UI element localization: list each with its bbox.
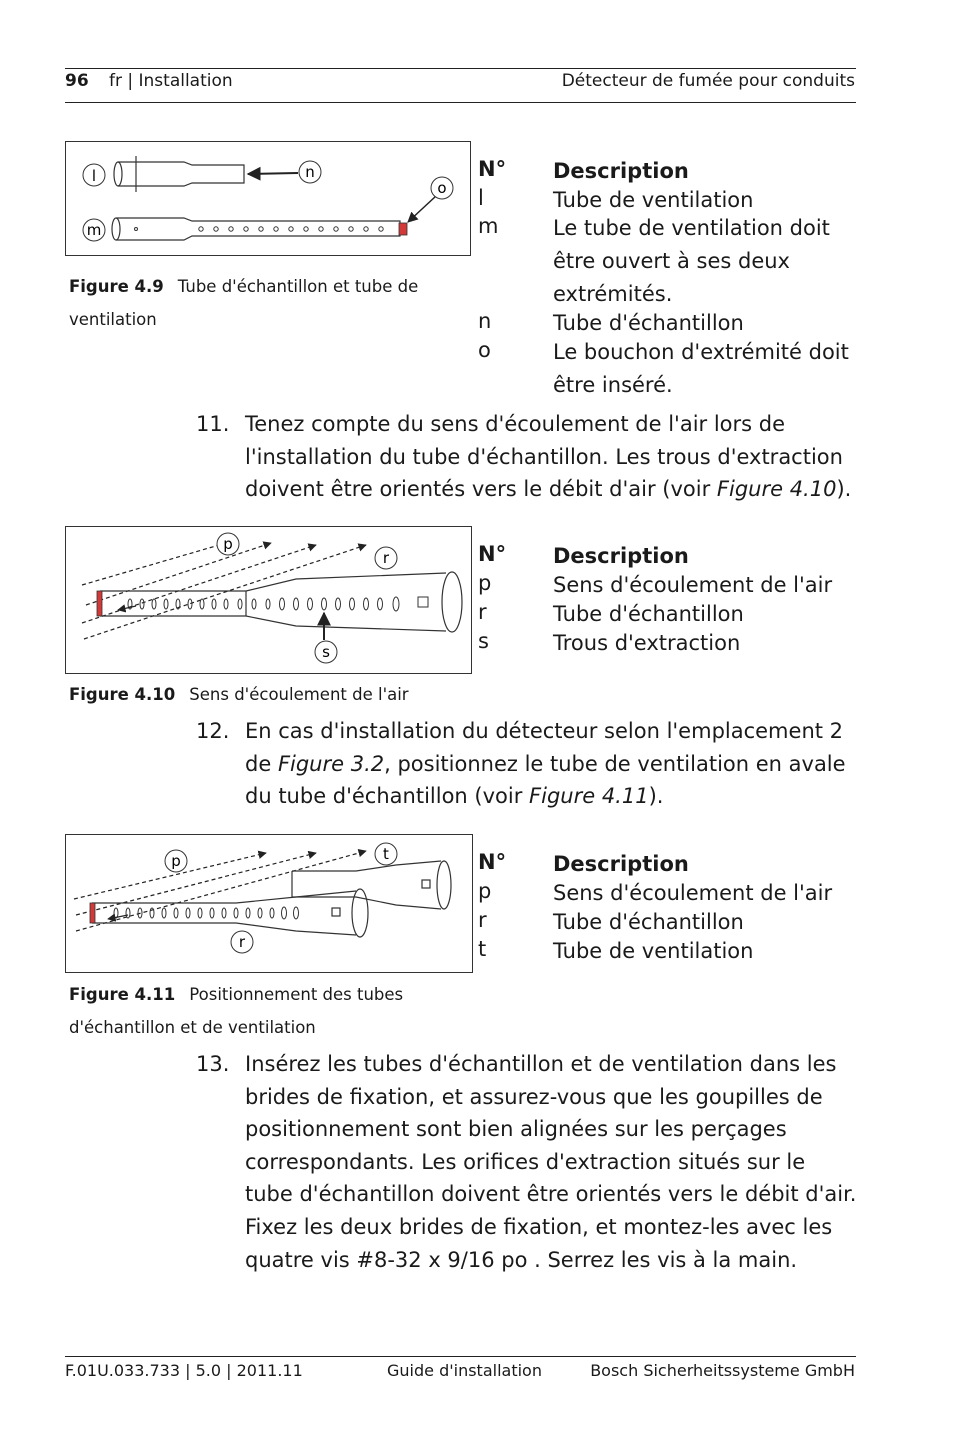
legend-desc: Sens d'écoulement de l'air: [553, 573, 833, 597]
step-text: Insérez les tubes d'échantillon et de ventilation dans les brides de fixation, et assurez-vous que les goupilles de positionnement sont bien alignées sur les perçages correspondants. Les orifices d'extraction situés sur le tube d'échantillon doivent être orientés vers le débit d'air. Fixez les deux brides de fixation, et montez-les avec les quatre vis #8-32 x 9/16 po . Serrez les vis à la main.: [245, 1052, 857, 1272]
legend-key: o: [478, 338, 491, 362]
legend-desc: Le tube de ventilation doit être ouvert à ses deux extrémités.: [553, 216, 830, 306]
figure-reference[interactable]: Figure 4.10: [716, 477, 837, 502]
figure-4-10-illustration: [65, 526, 472, 674]
legend-desc: Tube d'échantillon: [553, 910, 744, 934]
legend-key: r: [478, 600, 487, 624]
legend-key: p: [478, 879, 492, 903]
figure-4-9-illustration: [65, 141, 471, 256]
callout-r: r: [238, 933, 246, 951]
legend-key: m: [478, 214, 499, 238]
figure-reference[interactable]: Figure 4.11: [529, 784, 649, 809]
callout-t: t: [383, 845, 389, 863]
callout-n: n: [305, 163, 315, 181]
page-number: 96: [65, 71, 89, 91]
callout-p: p: [171, 852, 181, 870]
vent-tube-shape: [292, 861, 451, 909]
callout-m: m: [86, 221, 102, 239]
figure-4-11-illustration: [65, 834, 473, 973]
sample-tube-shape: [92, 889, 368, 937]
step-text: En cas d'installation du détecteur selon l'emplacement 2 de Figure 3.2, positionnez le tube de ventilation en avale du tube d'échantillon (voir Figure 4.11).: [245, 719, 846, 809]
footer-doc-type: Guide d'installation: [387, 1361, 542, 1380]
legend-key: r: [478, 908, 487, 932]
legend-desc: Le bouchon d'extrémité doit être inséré.: [553, 340, 849, 397]
caption-text: Positionnement des tubes d'échantillon et de ventilation: [69, 985, 404, 1037]
caption-label: Figure 4.11: [69, 985, 176, 1004]
caption-text: Sens d'écoulement de l'air: [189, 685, 409, 704]
caption-label: Figure 4.9: [69, 277, 164, 296]
callout-o: o: [437, 179, 447, 197]
header-section: fr | Installation: [109, 71, 233, 91]
caption-text: Tube d'échantillon et tube de ventilation: [69, 277, 419, 329]
legend-desc: Sens d'écoulement de l'air: [553, 881, 833, 905]
callout-p: p: [223, 535, 233, 553]
col-desc-header: Description: [553, 159, 689, 183]
sample-tube-shape: [100, 572, 462, 632]
legend-desc: Trous d'extraction: [553, 631, 741, 655]
header-bottom-rule: [65, 102, 856, 103]
legend-key: p: [478, 571, 492, 595]
end-cap-shape: [90, 903, 95, 923]
caption-label: Figure 4.10: [69, 685, 176, 704]
step-number: 12.: [196, 719, 230, 743]
footer-doc-number: F.01U.033.733 | 5.0 | 2011.11: [65, 1361, 303, 1380]
legend-key: s: [478, 629, 489, 653]
legend-desc: Tube d'échantillon: [553, 602, 744, 626]
callout-r: r: [382, 549, 390, 567]
step-number: 13.: [196, 1052, 230, 1076]
col-no-header: N°: [478, 850, 507, 874]
figure-4-10-caption: [69, 678, 469, 711]
end-cap-shape: [399, 223, 407, 235]
step-number: 11.: [196, 412, 230, 436]
legend-key: t: [478, 937, 487, 961]
legend-desc: Tube de ventilation: [553, 939, 754, 963]
figure-4-10-legend-table: [478, 542, 858, 660]
legend-key: n: [478, 309, 492, 333]
step-text: Tenez compte du sens d'écoulement de l'air lors de l'installation du tube d'échantillon. Les trous d'extraction doivent être orientés vers le débit d'air (voir Figure 4.10).: [245, 412, 852, 502]
extraction-holes: [114, 907, 299, 919]
figure-4-9-legend-table: [478, 157, 858, 402]
footer-company: Bosch Sicherheitssysteme GmbH: [590, 1361, 855, 1380]
legend-key: l: [478, 186, 484, 210]
col-desc-header: Description: [553, 852, 689, 876]
header-top-rule: [65, 68, 856, 69]
header-title: Détecteur de fumée pour conduits: [561, 71, 855, 91]
figure-4-9-caption: [69, 270, 459, 336]
airflow-arrows: [74, 851, 366, 931]
legend-desc: Tube de ventilation: [553, 188, 754, 212]
col-no-header: N°: [478, 542, 507, 566]
figure-4-11-legend-table: [478, 850, 858, 968]
col-desc-header: Description: [553, 544, 689, 568]
sample-tube-shape: [112, 218, 400, 240]
figure-4-11-caption: [69, 978, 449, 1044]
sample-tube-holes: [135, 227, 384, 231]
callout-l: l: [91, 167, 97, 185]
legend-desc: Tube d'échantillon: [553, 311, 744, 335]
callout-s: s: [322, 643, 330, 661]
figure-reference[interactable]: Figure 3.2: [277, 751, 385, 776]
vent-tube-shape: [114, 156, 244, 192]
col-no-header: N°: [478, 157, 507, 181]
end-cap-shape: [97, 591, 102, 616]
footer-rule: [65, 1356, 856, 1357]
